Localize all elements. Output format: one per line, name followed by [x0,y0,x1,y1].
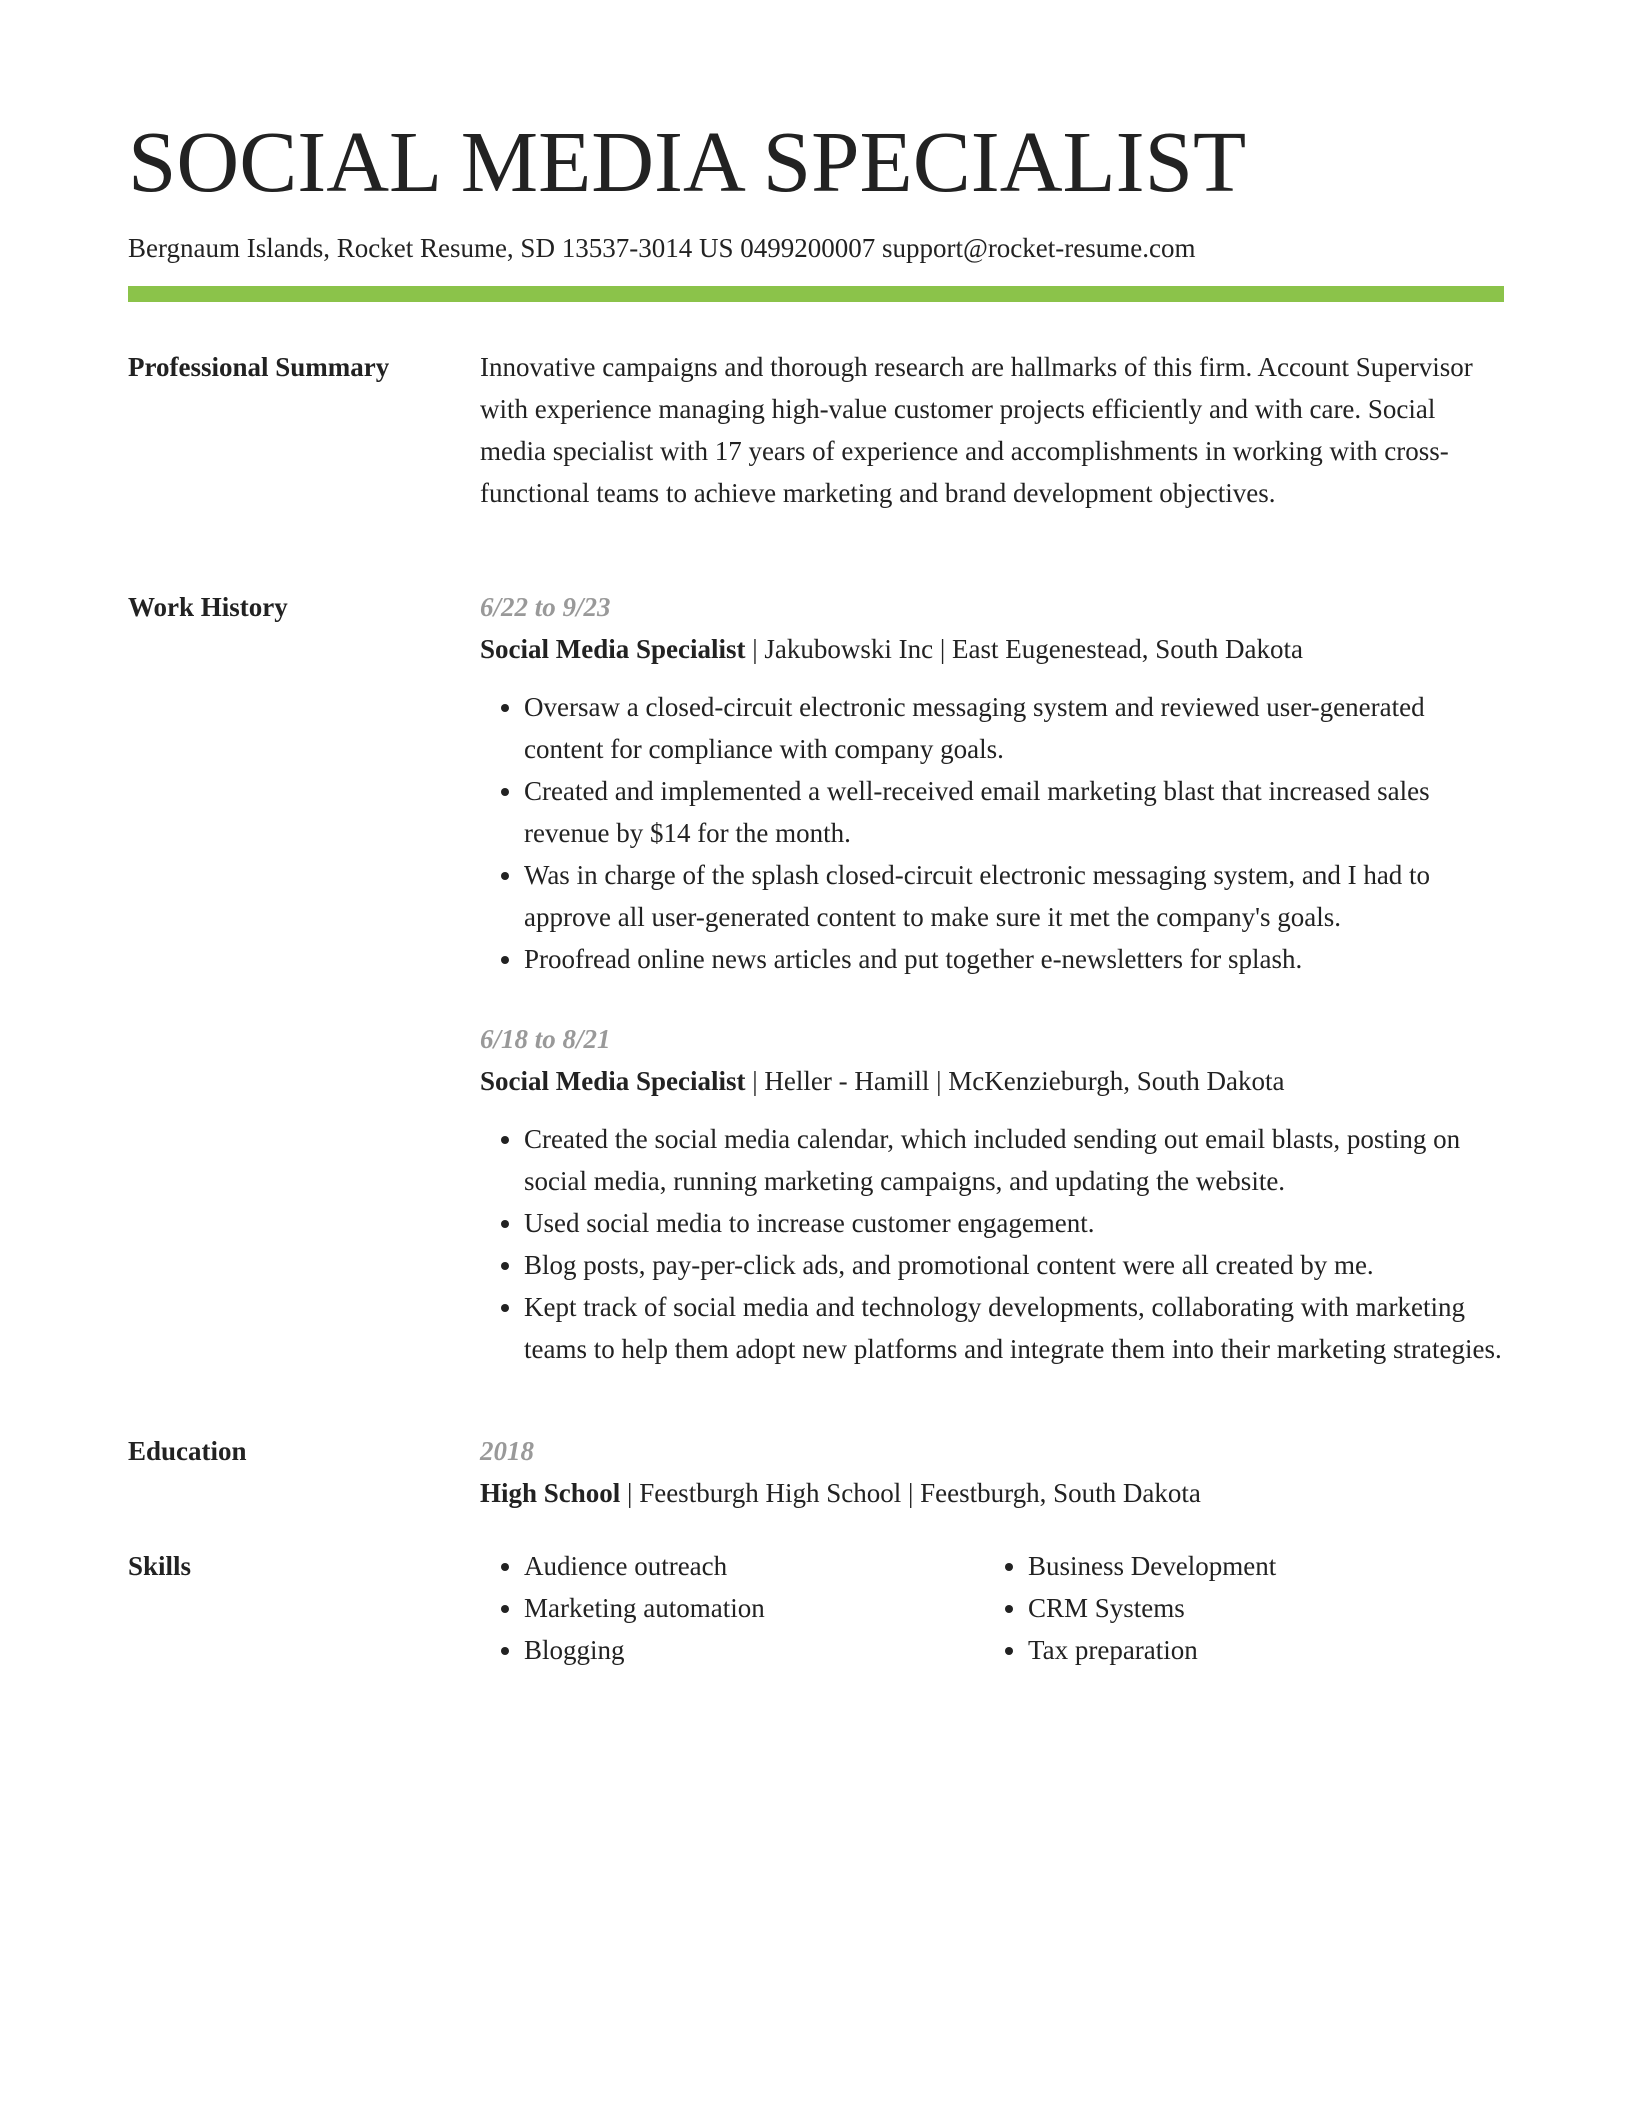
contact-info: Bergnaum Islands, Rocket Resume, SD 13537-3014 US 0499200007 support@rocket-resume.com [128,233,1196,263]
skills-column-right [984,1545,1488,1671]
job-date: 6/18 to 8/21 [480,1024,611,1054]
job-bullets [480,686,1504,980]
skill-item: • Blogging [524,1629,984,1671]
education-line [480,1472,1504,1514]
job-details: | Heller - Hamill | McKenzieburgh, South Dakota [745,1066,1285,1096]
skills-columns [480,1545,1504,1671]
summary-heading: Professional Summary [128,352,390,382]
skill-item: • Audience outreach [524,1545,984,1587]
education-heading: Education [128,1436,247,1466]
job-bullet: • Blog posts, pay-per-click ads, and promotional content were all created by me. [524,1244,1504,1286]
work-history-heading: Work History [128,592,288,622]
resume-title: SOCIAL MEDIA SPECIALIST [128,113,1247,210]
skill-item: • Tax preparation [1028,1629,1488,1671]
education-degree: High School [480,1478,621,1508]
education-details: | Feestburgh High School | Feestburgh, South Dakota [620,1478,1201,1508]
job-title: Social Media Specialist [480,1066,746,1096]
education-date: 2018 [480,1436,534,1466]
skills-heading: Skills [128,1551,192,1581]
job-title: Social Media Specialist [480,634,746,664]
accent-divider [128,286,1504,302]
job-bullets [480,1118,1504,1370]
job-bullet: • Was in charge of the splash closed-circuit electronic messaging system, and I had to approve all user-generated content to make sure it met the company's goals. [524,854,1504,938]
job-date: 6/22 to 9/23 [480,592,611,622]
job-title-line [480,628,1504,670]
job-bullet: • Oversaw a closed-circuit electronic messaging system and reviewed user-generated content for compliance with company goals. [524,686,1504,770]
skill-item: • CRM Systems [1028,1587,1488,1629]
job-entry [480,586,1504,980]
job-details: | Jakubowski Inc | East Eugenestead, South Dakota [745,634,1303,664]
job-bullet: • Created and implemented a well-received email marketing blast that increased sales revenue by $14 for the month. [524,770,1504,854]
job-title-line [480,1060,1504,1102]
job-bullet: • Used social media to increase customer engagement. [524,1202,1504,1244]
job-bullet: • Proofread online news articles and put together e-newsletters for splash. [524,938,1504,980]
job-entry [480,1018,1504,1370]
summary-text: Innovative campaigns and thorough research are hallmarks of this firm. Account Supervisor with experience managing high-value customer projects efficiently and with care. Social media specialist with 17 years of experience and accomplishments in working with cross-functional teams to achieve marketing and brand development objectives. [480,352,1473,508]
job-bullet: • Kept track of social media and technology developments, collaborating with marketing teams to help them adopt new platforms and integrate them into their marketing strategies. [524,1286,1504,1370]
skill-item: • Business Development [1028,1545,1488,1587]
skill-item: • Marketing automation [524,1587,984,1629]
job-bullet: • Created the social media calendar, which included sending out email blasts, posting on social media, running marketing campaigns, and updating the website. [524,1118,1504,1202]
skills-column-left [480,1545,984,1671]
